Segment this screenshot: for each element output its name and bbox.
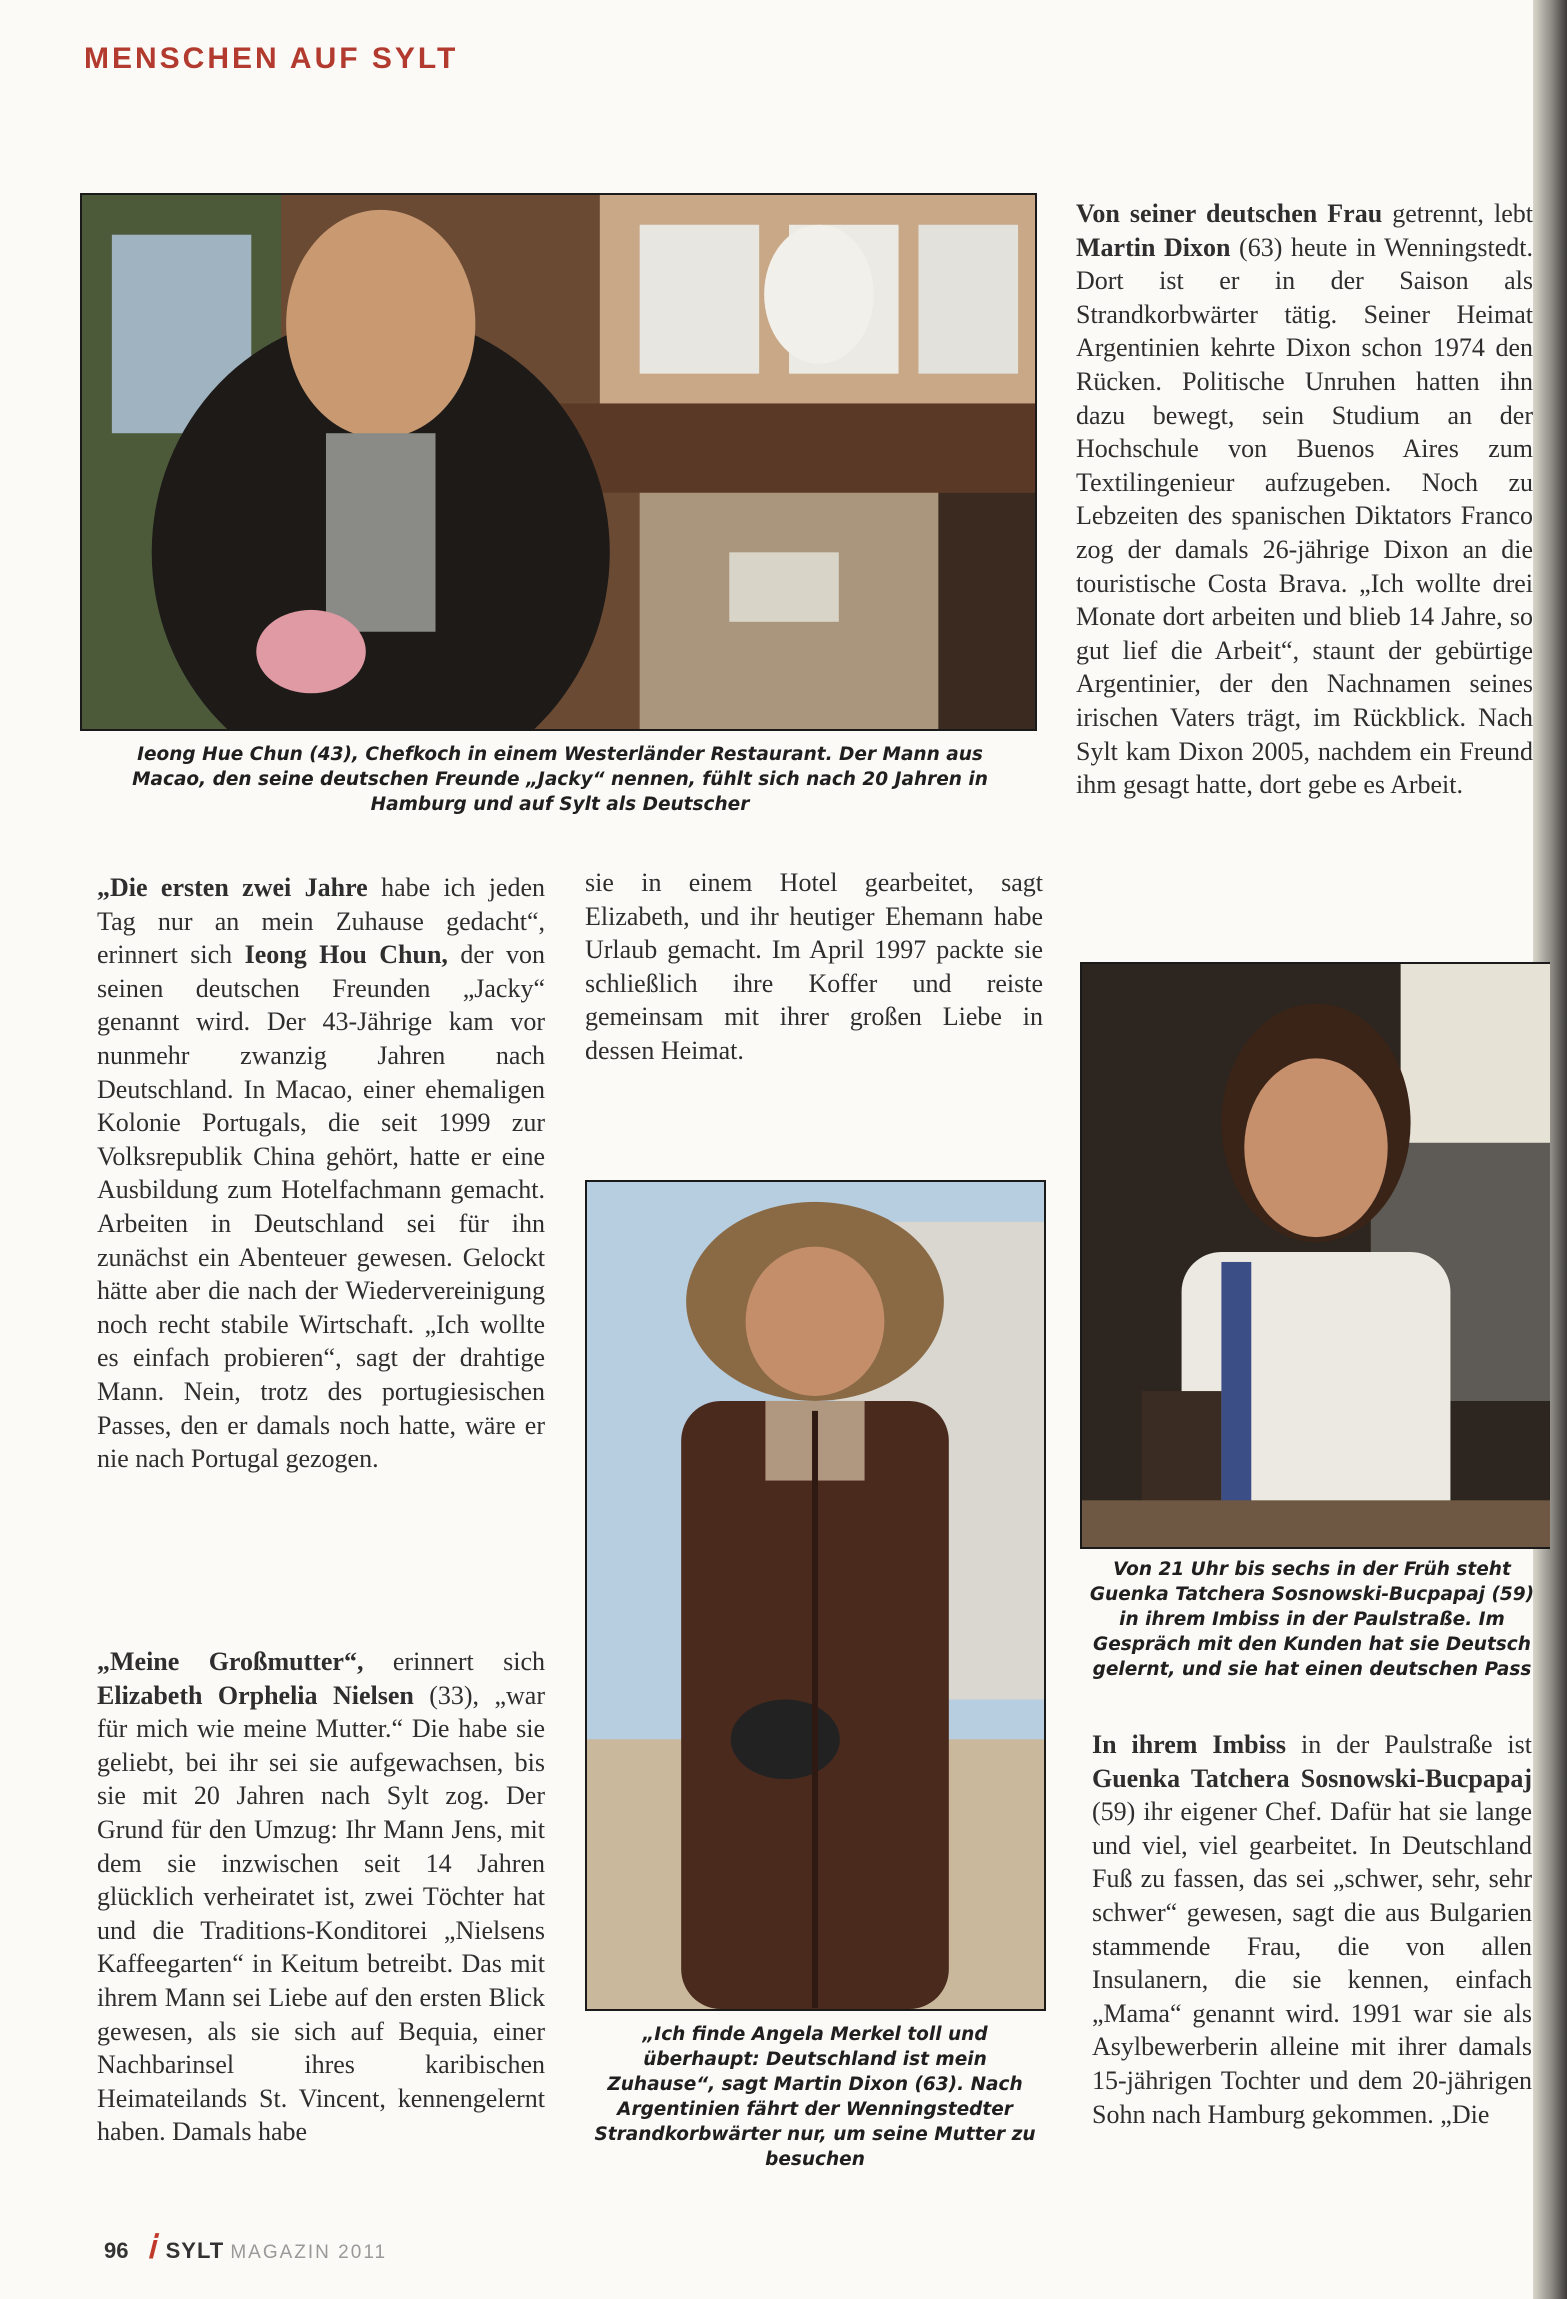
paragraph-martin bbox=[1076, 197, 1533, 802]
text-span: der von seinen deutschen Freunden „Jacky“ genannt wird. Der 43-Jährige kam vor nunmehr zwanzig Jahren nach Deutschland. In Macao, einer ehemaligen Kolonie Portugals, die seit 1999 zur Volksrepublik China gehört, hatte er eine Ausbildung zum Hotelfachmann gemacht. Arbeiten in Deutschland sei für ihn zunächst ein Abenteuer gewesen. Gelockt hätte aber die nach der Wiedervereinigung noch recht stabile Wirtschaft. „Ich wollte es einfach probieren“, sagt der drahtige Mann. Nein, trotz des portugiesischen Passes, den er damals noch hatte, wäre er nie nach Portugal gezogen. bbox=[97, 940, 545, 1474]
photo-chef-restaurant bbox=[80, 193, 1037, 731]
caption-martin-dixon: „Ich finde Angela Merkel toll und überhaupt: Deutschland ist mein Zuhause“, sagt Martin Dixon (63). Nach Argentinien fährt der Wenningstedter Strandkorbwärter nur, um seine Mutter zu besuchen bbox=[594, 2024, 1036, 2170]
article-column-2 bbox=[585, 866, 1043, 1068]
caption-chef: Ieong Hue Chun (43), Chefkoch in einem Westerländer Restaurant. Der Mann aus Macao, den seine deutschen Freunde „Jacky“ nennen, fühlt sich nach 20 Jahren in Hamburg und auf Sylt als Deutscher bbox=[132, 744, 988, 815]
lead-guenka: In ihrem Imbiss bbox=[1092, 1730, 1287, 1759]
lead-ieong: „Die ersten zwei Jahre bbox=[97, 873, 368, 902]
text-span: (33), „war für mich wie meine Mutter.“ Die habe sie geliebt, bei ihr sei sie aufgewachsen, bis sie mit 20 Jahren nach Sylt zog. Der Grund für den Umzug: Ihr Mann Jens, mit dem sie inzwischen seit 14 Jahren glücklich verheiratet ist, zwei Töchter hat und die Traditions-Konditorei „Nielsens Kaffeegarten“ in Keitum betreibt. Das mit ihrem Mann sei Liebe auf den ersten Blick gewesen, als sie sich auf Bequia, einer Nachbarinsel ihres karibischen Heimateilands St. Vincent, kennengelernt haben. Damals habe bbox=[97, 1680, 545, 2147]
lead-elizabeth: „Meine Großmutter“, bbox=[97, 1647, 364, 1676]
photo-martin-dixon bbox=[585, 1180, 1046, 2011]
text-span: (63) heute in Wenningstedt. Dort ist er in der Saison als Strandkorbwärter tätig. Seiner Heimat Argentinien kehrte Dixon schon 1974 den Rücken. Politische Unruhen hatten ihn dazu bewegt, sein Studium an der Hochschule von Buenos Aires zum Textilingenieur aufzugeben. Noch zu Lebzeiten des spanischen Diktators Franco zog der damals 26-jährige Dixon an die touristische Costa Brava. „Ich wollte drei Monate dort arbeiten und blieb 14 Jahre, so gut lief die Arbeit“, staunt der gebürtige Argentinier, der den Nachnamen seines irischen Vaters trägt, im Rückblick. Nach Sylt kam Dixon 2005, nachdem ein Freund ihm gesagt hatte, dort gebe es Arbeit. bbox=[1076, 232, 1533, 800]
text-span: (59) ihr eigener Chef. Dafür hat sie lange und viel, viel gearbeitet. In Deutschland Fuß zu fassen, das sei „schwer, sehr, sehr schwer“ gewesen, sagt die aus Bulgarien stammende Frau, die von allen Insulanern, die sie kennen, einfach „Mama“ genannt wird. 1991 war sie als Asylbewerberin alleine mit ihrer damals 15-jährigen Tochter und dem 20-jährigen Sohn nach Hamburg gekommen. „Die bbox=[1092, 1797, 1532, 2129]
text-span: erinnert sich bbox=[363, 1647, 545, 1676]
page-number: 96 bbox=[104, 2238, 129, 2263]
article-column-3b bbox=[1092, 1728, 1532, 2131]
article-column-1 bbox=[97, 871, 545, 1476]
page-footer bbox=[104, 2228, 387, 2266]
caption-guenka: Von 21 Uhr bis sechs in der Früh steht Guenka Tatchera Sosnowski-Bucpapaj (59) in ihrem Imbiss in der Paulstraße. Im Gespräch mit den Kunden hat sie Deutsch gelernt, und sie hat einen deutschen Pass bbox=[1089, 1559, 1535, 1680]
paragraph-elizabeth-cont: sie in einem Hotel gearbeitet, sagt Elizabeth, und ihr heutiger Ehemann habe Urlaub gemacht. Im April 1997 packte sie schließlich ihre Koffer und reiste gemeinsam mit ihrer großen Liebe in dessen Heimat. bbox=[585, 868, 1043, 1065]
name-elizabeth: Elizabeth Orphelia Nielsen bbox=[97, 1680, 414, 1710]
paragraph-guenka bbox=[1092, 1728, 1532, 2131]
article-column-3 bbox=[1076, 197, 1533, 802]
name-guenka: Guenka Tatchera Sosnowski-Bucpapaj bbox=[1092, 1763, 1532, 1793]
name-ieong: Ieong Hou Chun, bbox=[244, 940, 448, 970]
footer-brand: SYLT bbox=[165, 2238, 225, 2263]
lead-martin: Von seiner deutschen Frau bbox=[1076, 199, 1383, 228]
text-span: getrennt, lebt bbox=[1382, 199, 1533, 228]
section-title: MENSCHEN AUF SYLT bbox=[84, 42, 459, 75]
name-martin: Martin Dixon bbox=[1076, 232, 1231, 262]
paragraph-elizabeth bbox=[97, 1645, 545, 2149]
photo-guenka bbox=[1080, 962, 1550, 1549]
sylt-logo-icon: ⅰ bbox=[146, 2229, 156, 2265]
paragraph-ieong bbox=[97, 871, 545, 1476]
text-span: habe ich jeden Tag nur an mein Zuhause gedacht“, erinnert sich bbox=[97, 873, 545, 970]
text-span: in der Paulstraße ist bbox=[1286, 1730, 1532, 1759]
footer-magazine: MAGAZIN 2011 bbox=[230, 2242, 388, 2263]
article-column-1b bbox=[97, 1645, 545, 2149]
